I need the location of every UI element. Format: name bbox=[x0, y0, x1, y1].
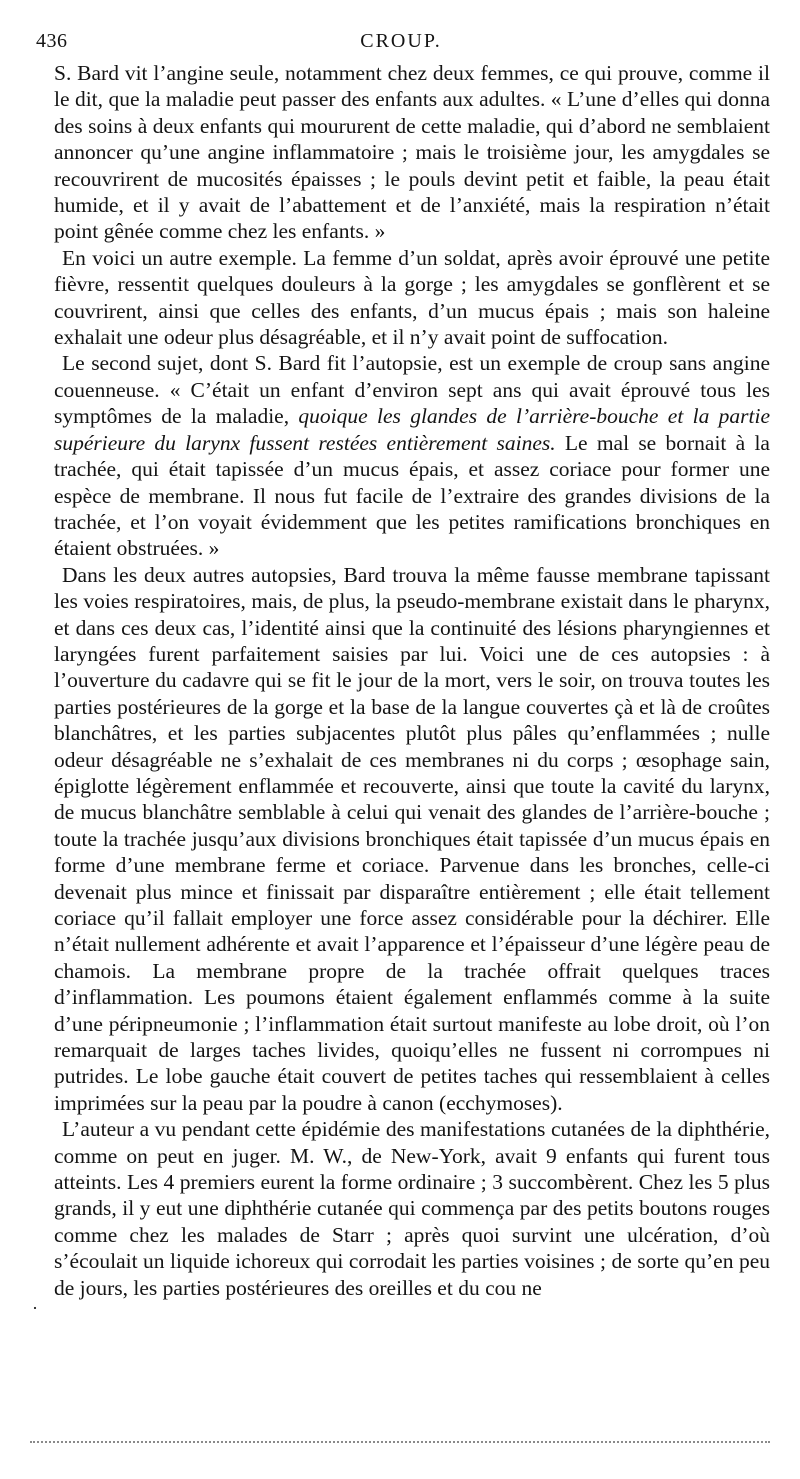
paragraph bbox=[54, 350, 770, 561]
margin-mark: · bbox=[32, 1298, 38, 1318]
paragraph: Dans les deux autres autopsies, Bard trouva la même fausse membrane tapissant les voies respiratoires, mais, de plus, la pseudo-membrane existait dans le pharynx, et dans ces deux cas, l’identité ainsi que la continuité des lésions pharyngiennes et laryngées furent parfaitement saisies par lui. Voici une de ces autopsies : à l’ouverture du cadavre qui se fit le jour de la mort, vers le soir, on trouva toutes les parties postérieures de la gorge et la base de la langue couvertes çà et là de croûtes blanchâtres, et les parties subjacentes plutôt plus pâles qu’enflammées ; nulle odeur désagréable ne s’exhalait de ces membranes ni du corps ; œsophage sain, épiglotte légèrement enflammée et recouverte, ainsi que toute la cavité du larynx, de mucus blanchâtre semblable à celui qui venait des glandes de l’arrière-bouche ; toute la trachée jusqu’aux divisions bronchiques était tapissée d’un mucus épais en forme d’une membrane ferme et coriace. Parvenue dans les bronches, celle-ci devenait plus mince et finissait par disparaître entièrement ; elle était tellement coriace qu’il fallait employer une force assez considérable pour la déchirer. Elle n’était nullement adhérente et avait l’apparence et l’épaisseur d’une légère peau de chamois. La membrane propre de la trachée offrait quelques traces d’inflammation. Les poumons étaient également enflammés comme à la suite d’une péripneumonie ; l’inflammation était surtout manifeste au lobe droit, où l’on remarquait de larges taches livides, quoiqu’elles ne fussent ni corrompues ni putrides. Le lobe gauche était couvert de petites taches qui ressemblaient à celles imprimées sur la peau par la poudre à canon (ecchymoses). bbox=[54, 562, 770, 1115]
footer-rule bbox=[30, 1441, 770, 1443]
page-header bbox=[36, 30, 766, 56]
page-number: 436 bbox=[36, 30, 68, 52]
body-text bbox=[54, 60, 770, 1301]
text-run: Le mal se bornait à la trachée, qui était tapissée d’un mucus épais, et assez coriace pour former une espèce de membrane. Il nous fut facile de l’extraire des grandes divisions de la trachée, et l’on voyait évidemment que les petites ramifications bronchiques en étaient obstruées. » bbox=[54, 430, 770, 561]
running-title: CROUP. bbox=[360, 30, 442, 52]
paragraph: S. Bard vit l’angine seule, notamment chez deux femmes, ce qui prouve, comme il le dit, que la maladie peut passer des enfants aux adultes. « L’une d’elles qui donna des soins à deux enfants qui moururent de cette maladie, qui d’abord ne semblaient annoncer qu’une angine inflammatoire ; mais le troisième jour, les amygdales se recouvrirent de mucosités épaisses ; le pouls devint petit et faible, la peau était humide, et il y avait de l’abattement et de l’anxiété, mais la respiration n’était point gênée comme chez les enfants. » bbox=[54, 61, 770, 244]
text-run: Le second sujet, dont S. Bard fit l’autopsie, est un exemple de croup sans angine couenneuse. « C’était un enfant d’environ sept ans qui avait éprouvé tous les symptômes de la maladie, bbox=[54, 351, 770, 429]
paragraph: L’auteur a vu pendant cette épidémie des manifestations cutanées de la diphthérie, comme on peut en juger. M. W., de New-York, avait 9 enfants qui furent tous atteints. Les 4 premiers eurent la forme ordinaire ; 3 succombèrent. Chez les 5 plus grands, il y eut une diphthérie cutanée qui commença par des petits boutons rouges comme chez les malades de Starr ; après quoi survint une ulcération, d’où s’écoulait un liquide ichoreux qui corrodait les parties voisines ; de sorte qu’en peu de jours, les parties postérieures des oreilles et du cou ne bbox=[54, 1117, 770, 1300]
italic-quote: quoique les glandes de l’arrière-bouche et la partie supérieure du larynx fussent restées entièrement saines. bbox=[54, 404, 770, 455]
paragraph: En voici un autre exemple. La femme d’un soldat, après avoir éprouvé une petite fièvre, ressentit quelques douleurs à la gorge ; les amygdales se gonflèrent et se couvrirent, ainsi que celles des enfants, d’un mucus épais ; mais son haleine exhalait une odeur plus désagréable, et il n’y avait point de suffocation. bbox=[54, 245, 770, 350]
